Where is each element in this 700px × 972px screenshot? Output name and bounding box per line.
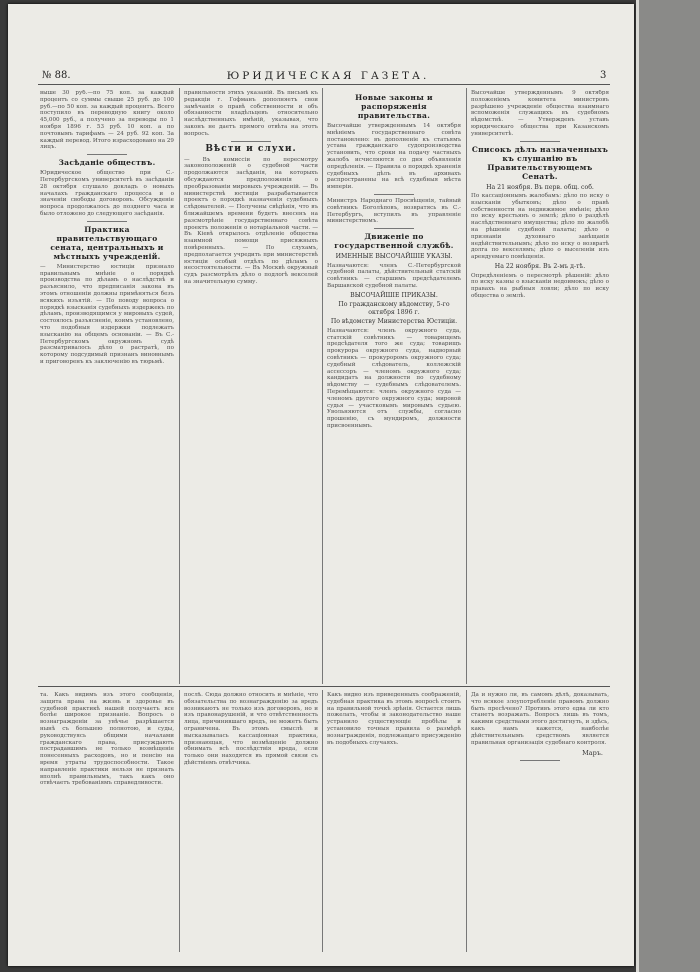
bottom-col4-text: Да и нужно ли, въ самомъ дѣлѣ, доказывать, что всякое злоупотребленіе правомъ должно быть пресѣчено? Противъ этого едва ли кто станетъ возражать. Вопросъ лишь въ томъ, какими средствами этого достигнуть, и здѣсь, какъ намъ кажется, наиболѣе дѣйствительнымъ средствомъ является правильная организація судебнаго контроля. <box>471 692 609 746</box>
col4-list-text: По кассаціоннымъ жалобамъ: дѣло по иску о взысканіи убытковъ; дѣло о правѣ собственности на недвижимое имѣніе; дѣло по иску крестьянъ о землѣ; дѣло о раздѣлѣ наслѣдственнаго имущества; дѣло по жалобѣ на рѣшеніе судебной палаты; дѣло о признаніи духовнаго завѣщанія недѣйствительнымъ; дѣло по иску о возвратѣ долга по векселямъ; дѣло о выселеніи изъ арендуемаго помѣщенія. <box>471 193 609 261</box>
col1-top-text: выше 30 руб.—по 75 коп. за каждый процентъ со суммы свыше 25 руб. до 100 руб.—по 50 коп. за каждый процентъ. Всего поступило въ переводную книгу около 45,000 руб., а получено за переводы по 1 ноября 1896 г. 53 руб. 10 коп. а по почтовымъ тарифамъ — 24 руб. 92 коп. За каждый перевод. Итого израсходовано на 29 лицъ. <box>40 90 174 151</box>
column-divider <box>179 690 180 952</box>
column-divider <box>322 88 323 684</box>
news-heading: Вѣсти и слухи. <box>205 143 297 154</box>
col4-top-text: Высочайше утвержденнымъ 9 октября положеніемъ комитета министровъ разрѣшено учрежденіе общества взаимнаго вспоможенія служащихъ въ судебномъ вѣдомствѣ. — Утвержденъ уставъ юридическаго общества при Казанскомъ университетѣ. <box>471 90 609 137</box>
col2-news-text: — Въ комиссіи по пересмотру законоположеній о судебной части продолжаются засѣданія, на которыхъ обсуждаются предположенія о преобразованіи мировыхъ учрежденій. — Въ министерствѣ юстиціи разрабатывается проектъ о порядкѣ назначенія судебныхъ слѣдователей. — Получены свѣдѣнія, что въ ближайшемъ времени будетъ внесенъ на разсмотрѣніе государственнаго совѣта проектъ положенія о нотаріальной части. — Въ Кіевѣ открылось отдѣленіе общества взаимной помощи присяжныхъ повѣренныхъ. — По слухамъ, предполагается учредить при министерствѣ юстиціи особый отдѣлъ по дѣламъ о несостоятельности. — Въ Москвѣ окружный судъ разсмотрѣлъ дѣло о подлогѣ векселей на значительную сумму. <box>184 156 318 285</box>
column-2 <box>184 90 318 682</box>
bottom-column-2 <box>184 692 318 950</box>
section-subheading: ВЫСОЧАЙШІЕ ПРИКАЗЫ. <box>350 291 438 299</box>
col2-top-text: правильности этихъ указаній. Въ письмѣ къ редакціи г. Гофманъ дополняетъ свои замѣчанія о правѣ собственности и объ обязанности владѣльцевъ относительно наслѣдственныхъ имѣній, указывая, что законъ не даетъ прямого отвѣта на этотъ вопросъ. <box>184 90 318 137</box>
section-divider <box>87 154 127 155</box>
section-subheading: По вѣдомству Министерства Юстиціи. <box>330 318 458 326</box>
bottom-column-1 <box>40 692 174 950</box>
col1-section2-text: — Министерство юстиціи признало правильнымъ мнѣніе о порядкѣ производства по дѣламъ о наслѣдствѣ и разъяснило, что предписанія закона въ этомъ отношеніи должны примѣняться безъ всякихъ изъятій. — По поводу вопроса о порядкѣ взысканія судебныхъ издержекъ по дѣламъ, производящимся у мировыхъ судей, состоялось разъясненіе, коимъ установлено, что подобныя издержки подлежатъ взысканію на общемъ основаніи. — Въ С.-Петербургскомъ окружномъ судѣ разсматривалось дѣло о растратѣ, по которому подсудимый признанъ виновнымъ и приговоренъ къ заключенію въ тюрьмѣ. <box>40 263 174 365</box>
col3-section-text: Высочайше утвержденнымъ 14 октября мнѣніемъ государственнаго совѣта постановлено: въ дополненіе къ статьямъ устава гражданскаго судопроизводства установить, что сроки на подачу частныхъ жалобъ исчисляются со дня объявленія опредѣленія. — Правила о порядкѣ храненія судебныхъ дѣлъ въ архивахъ распространены на всѣ судебныя мѣста имперіи. <box>327 123 461 191</box>
section-heading: Списокъ дѣлъ назначенныхъ къ слушанію въ Правительствующемъ Сенатѣ. <box>471 144 609 181</box>
col4-list-text-2: Опредѣленіемъ о пересмотрѣ рѣшеній: дѣло по иску казны о взысканіи недоимокъ; дѣло о правахъ на рыбныя ловли; дѣло по иску общества о землѣ. <box>471 272 609 299</box>
col3-announcement: Министръ Народнаго Просвѣщенія, тайный совѣтникъ Боголѣповъ, возвратясь въ С.-Петербургъ, вступилъ въ управленіе министерствомъ. <box>327 197 461 225</box>
section-subheading: На 21 ноября. Въ перв. общ. соб. <box>486 183 594 191</box>
section-subheading: На 22 ноября. Въ 2-мъ д-тѣ. <box>494 263 586 271</box>
column-divider <box>179 88 180 684</box>
section-divider <box>374 194 414 195</box>
section-divider <box>374 228 414 229</box>
column-divider <box>466 690 467 952</box>
section-divider <box>520 760 560 761</box>
newspaper-title: ЮРИДИЧЕСКАЯ ГАЗЕТА. <box>226 70 430 82</box>
section-rule <box>38 686 610 687</box>
section-divider <box>231 141 271 142</box>
page-number: 3 <box>600 70 607 81</box>
section-heading: Засѣданіе обществъ. <box>58 158 156 168</box>
section-heading: Практика правительствующаго сената, центральныхъ и мѣстныхъ учрежденій. <box>50 224 164 261</box>
bottom-col1-text: та. Какъ видимъ изъ этого сообщенія, защита права на жизнь и здоровье въ судебной практикѣ нашей получаетъ все болѣе широкое признаніе. Вопросъ о вознагражденіи за увѣчье разрѣшается нынѣ съ большею полнотою, и суды, руководствуясь общими началами гражданскаго права, присуждаютъ пострадавшимъ не только возмѣщеніе понесенныхъ расходовъ, но и пенсію на время утраты трудоспособности. Такое направленіе практики нельзя не признать вполнѣ правильнымъ, такъ какъ оно отвѣчаетъ требованіямъ справедливости. <box>40 692 174 787</box>
column-divider <box>322 690 323 952</box>
col3-service-text: Назначаются: членъ С.-Петербургской судебной палаты, дѣйствительный статскій совѣтникъ — старшимъ предсѣдателемъ Варшавской судебной палаты. <box>327 262 461 290</box>
header-rule <box>38 84 610 85</box>
bottom-column-4 <box>471 692 609 950</box>
issue-number: № 88. <box>42 70 71 81</box>
section-subheading: ИМЕННЫЕ ВЫСОЧАЙШІЕ УКАЗЫ. <box>335 253 453 261</box>
section-heading: Новые законы и распоряженія правительства. <box>355 93 433 120</box>
section-subheading: По гражданскому вѣдомству, 5-го октября 1896 г. <box>338 301 450 316</box>
signature: Маръ. <box>582 749 603 758</box>
column-1 <box>40 90 174 682</box>
column-3 <box>327 90 461 682</box>
section-divider <box>520 141 560 142</box>
page-edge <box>636 0 639 972</box>
column-4 <box>471 90 609 682</box>
section-heading: Движеніе по государственной службѣ. <box>334 232 454 251</box>
newspaper-page <box>8 4 634 966</box>
column-divider <box>466 88 467 684</box>
bottom-column-3 <box>327 692 461 950</box>
section-divider <box>87 221 127 222</box>
bottom-col3-text: Какъ видно изъ приведенныхъ соображеній, судебная практика въ этомъ вопросѣ стоитъ на правильной точкѣ зрѣнія. Остается лишь пожелать, чтобы и законодательство наше устранило существующіе пробѣлы и установило точныя правила о размѣрѣ вознагражденія, подлежащаго присужденію въ подобныхъ случаяхъ. <box>327 692 461 746</box>
col1-section1-text: Юридическое общество при С.-Петербургскомъ университетѣ въ засѣданіи 28 октября слушало докладъ о новыхъ началахъ гражданскаго процесса и о значеніи свободы договоровъ. Обсужденіе вопроса продолжалось до позднего часа и было отложено до следующего засѣданія. <box>40 170 174 217</box>
bottom-col2-text: послѣ. Сюда должно относить и мнѣніе, что обязательства по вознагражденію за вредъ возникаютъ не только изъ договоровъ, но и изъ правонарушеній, и что отвѣтственность лица, причинившаго вредъ, не можетъ быть ограничена. Въ этомъ смыслѣ и высказывалась кассаціонная практика, признающая, что возмѣщеніе должно обнимать всѣ послѣдствія вреда, если только они находятся въ прямой связи съ дѣйствіемъ отвѣтчика. <box>184 692 318 766</box>
col3-orders-text: Назначаются: членъ окружного суда, статскій совѣтникъ — товарищемъ предсѣдателя того же суда; товарищъ прокурора окружного суда, надворный совѣтникъ — прокуроромъ окружного суда; судебный слѣдователь, коллежскій ассессоръ — членомъ окружного суда; кандидатъ на должности по судебному вѣдомству — судебнымъ слѣдователемъ. Перемѣщаются: членъ окружного суда — членомъ другого окружного суда; мировой судья — участковымъ мировымъ судьею. Увольняются отъ службы, согласно прошенію, съ мундиромъ, должности присвоеннымъ. <box>327 327 461 429</box>
scan-margin <box>636 0 700 972</box>
page-header <box>8 70 634 84</box>
